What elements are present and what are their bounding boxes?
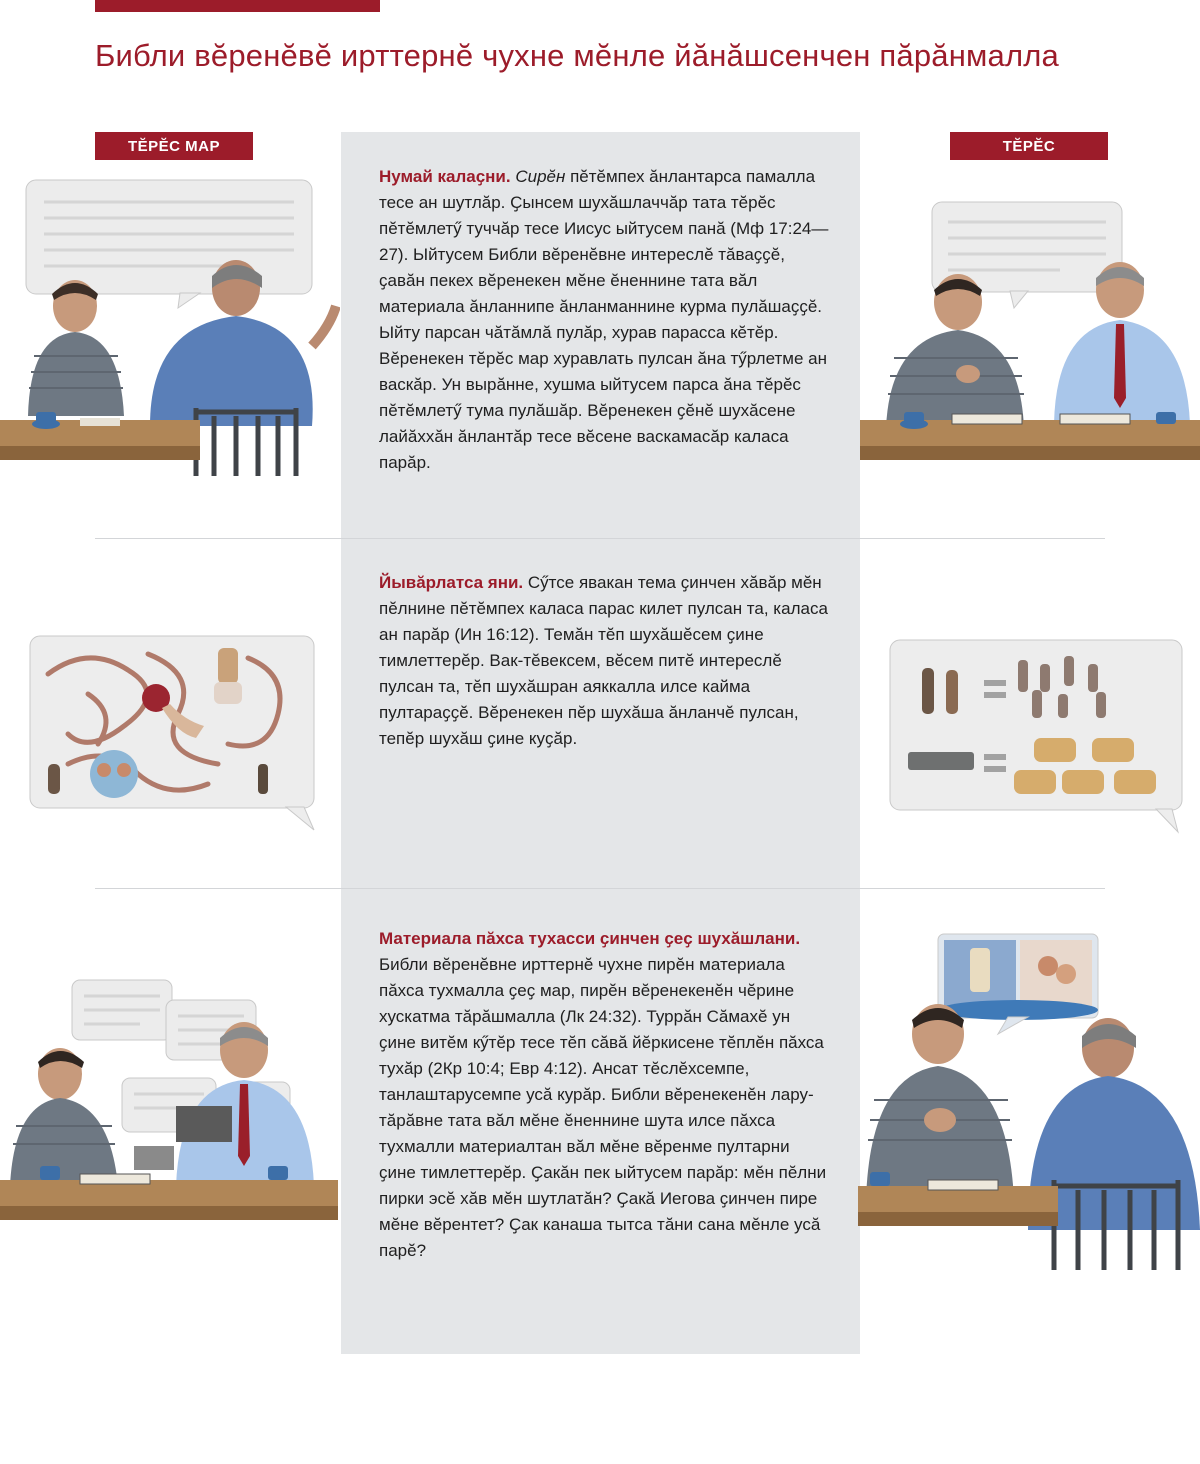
- label-right: ТӖРӖС: [950, 132, 1108, 160]
- section-divider: [95, 538, 1105, 539]
- section-heading: Йывӑрлатса яни.: [379, 573, 524, 592]
- illustration-lecturing-wrong: [0, 176, 340, 496]
- top-accent-bar: [95, 0, 380, 12]
- page-title: Библи вӗренӗвӗ ирттернӗ чухне мӗнле йӑнӑшсенчен пӑрӑнмалла: [95, 38, 1060, 73]
- section-body: пӗтӗмпех ӑнлантарса памалла тесе ан шутлӑр. Ҫынсем шухӑшлаччӑр тата тӗрӗс пӗтӗмлетӳ туччӑр тесе Иисус ыйтусем панӑ (Мф 17:24—27). Ыйтусем Библи вӗренӗвне интереслӗ тӑваҫҫӗ, ҫавӑн пекех вӗренекен мӗне ӗненнине тата вӑл материала ӑнланнипе ӑнланманнине курма пулӑшаҫҫӗ. Ыйту парсан чӑтӑмлӑ пулӑр, хурав парасса кӗтӗр. Вӗренекен тӗрӗс мар хуравлать пулсан ӑна тӳрлетме ан васкӑр. Ун вырӑнне, хушма ыйтусем парса ӑна тӗрӗс пӗтӗмлетӳ тума пулӑшӑр. Вӗренекен ҫӗнӗ шухӑсене лайӑххӑн ӑнлантӑр тесе вӗсене васкамасӑр каласа парӑр.: [379, 167, 829, 472]
- section-body: Библи вӗренӗвне ирттернӗ чухне пирӗн материала пӑхса тухмалла ҫеҫ мар, пирӗн вӗренекенӗн чӗрине хускатма тӑрӑшмалла (Лк 24:32). Туррӑн Сӑмахӗ ун ҫине витӗм кӳтӗр тесе тӗп сӑвӑ йӗркисене тӗплӗн пӑхса тухӑр (2Кр 10:4; Евр 4:12). Ансат тӗслӗхсемпе, танлаштарусемпе усӑ курӑр. Библи вӗренекенӗн лару-тӑрӑвне тата вӑл мӗне ӗненнине шута илсе пӑхса тухмалли материалтан вӑл мӗне вӗренме пултарни ҫине тимлеттерӗр. Ҫакӑн пек ыйтусем парӑр: мӗн пӗлни пирки эсӗ хӑв мӗн шутлатӑн? Ҫакӑ Иегова ҫинчен пире мӗне вӗрентет? Ҫак канаша тытса тӑни сана мӗнле усӑ парӗ?: [379, 955, 827, 1260]
- illustration-discussion-right: [860, 198, 1200, 494]
- section-divider: [95, 888, 1105, 889]
- section-only-covering-material: [379, 926, 829, 1264]
- emphasis-text: Сирӗн: [515, 167, 566, 186]
- illustration-covering-material-wrong: [0, 976, 340, 1238]
- section-too-complicated: [379, 570, 829, 752]
- illustration-simple-comparison-right: [888, 638, 1188, 838]
- section-body: Сӳтсе явакан тема ҫинчен хӑвӑр мӗн пӗлнине пӗтӗмпех каласа парас килет пулсан та, каласа ан парӑр (Ин 16:12). Темӑн тӗп шухӑшӗсем ҫине тимлеттерӗр. Вак-тӗвексем, вӗсем питӗ интереслӗ пулсан та, тӗп шухӑшран аяккалла илсе кайма пултараҫҫӗ. Вӗренекен пӗр шухӑша ӑнланчӗ пулсан, тепӗр шухӑш ҫине куҫӑр.: [379, 573, 828, 748]
- section-heading: Материала пӑхса тухасси ҫинчен ҫеҫ шухӑшлани.: [379, 929, 801, 948]
- illustration-reaching-heart-right: [858, 930, 1200, 1276]
- section-heading: Нумай калаҫни.: [379, 167, 511, 186]
- illustration-tangents-wrong: [28, 634, 318, 834]
- section-talking-too-much: [379, 164, 829, 476]
- label-wrong: ТӖРӖС МАР: [95, 132, 253, 160]
